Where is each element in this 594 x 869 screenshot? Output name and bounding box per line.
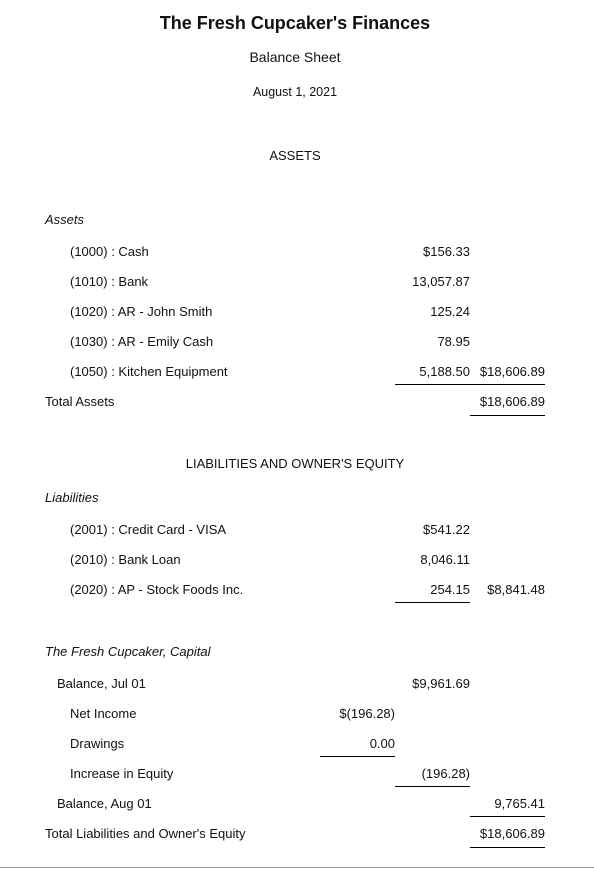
- net-income-amount: $(196.28): [339, 706, 395, 721]
- increase-equity-label: Increase in Equity: [70, 766, 174, 781]
- asset-row-label: (1000) : Cash: [70, 244, 149, 259]
- asset-row-label: (1010) : Bank: [70, 274, 149, 289]
- liability-row-amount: $541.22: [423, 522, 470, 537]
- liabilities-equity-section-title: LIABILITIES AND OWNER'S EQUITY: [185, 456, 405, 471]
- liability-row-label: (2010) : Bank Loan: [70, 552, 181, 567]
- report-title: The Fresh Cupcaker's Finances: [159, 13, 431, 33]
- asset-row-amount: 13,057.87: [412, 274, 470, 289]
- liability-row-amount: 254.15: [430, 582, 470, 597]
- balance-start-amount: $9,961.69: [412, 676, 470, 691]
- liability-row-label: (2020) : AP - Stock Foods Inc.: [70, 582, 244, 597]
- balance-end-label: Balance, Aug 01: [57, 796, 152, 811]
- assets-subtotal: $18,606.89: [479, 364, 545, 379]
- asset-row-amount: 78.95: [437, 334, 470, 349]
- net-income-label: Net Income: [70, 706, 137, 721]
- underline-rule: [395, 602, 470, 603]
- drawings-amount: 0.00: [369, 736, 395, 751]
- increase-equity-amount: (196.28): [421, 766, 470, 781]
- total-assets-label: Total Assets: [45, 394, 115, 409]
- capital-group-label: The Fresh Cupcaker, Capital: [45, 644, 211, 659]
- underline-rule: [470, 816, 545, 817]
- total-liabilities-equity-amount: $18,606.89: [479, 826, 545, 841]
- balance-start-label: Balance, Jul 01: [57, 676, 146, 691]
- total-assets-amount: $18,606.89: [479, 394, 545, 409]
- total-underline-rule: [470, 847, 545, 848]
- page-bottom-divider: [0, 867, 594, 868]
- liabilities-group-label: Liabilities: [45, 490, 99, 505]
- asset-row-label: (1050) : Kitchen Equipment: [70, 364, 228, 379]
- asset-row-label: (1030) : AR - Emily Cash: [70, 334, 214, 349]
- underline-rule: [395, 384, 470, 385]
- total-underline-rule: [470, 415, 545, 416]
- asset-row-amount: 125.24: [430, 304, 470, 319]
- asset-row-amount: $156.33: [423, 244, 470, 259]
- asset-row-amount: 5,188.50: [419, 364, 470, 379]
- report-date: August 1, 2021: [252, 85, 338, 99]
- liability-row-label: (2001) : Credit Card - VISA: [70, 522, 227, 537]
- assets-section-title: ASSETS: [269, 148, 321, 163]
- liability-row-amount: 8,046.11: [420, 552, 470, 567]
- balance-end-amount: 9,765.41: [494, 796, 545, 811]
- underline-rule: [470, 384, 545, 385]
- underline-rule: [320, 756, 395, 757]
- report-subtitle: Balance Sheet: [249, 49, 341, 65]
- total-liabilities-equity-label: Total Liabilities and Owner's Equity: [45, 826, 246, 841]
- assets-group-label: Assets: [45, 212, 85, 227]
- underline-rule: [395, 786, 470, 787]
- drawings-label: Drawings: [70, 736, 125, 751]
- asset-row-label: (1020) : AR - John Smith: [70, 304, 213, 319]
- liabilities-subtotal: $8,841.48: [487, 582, 545, 597]
